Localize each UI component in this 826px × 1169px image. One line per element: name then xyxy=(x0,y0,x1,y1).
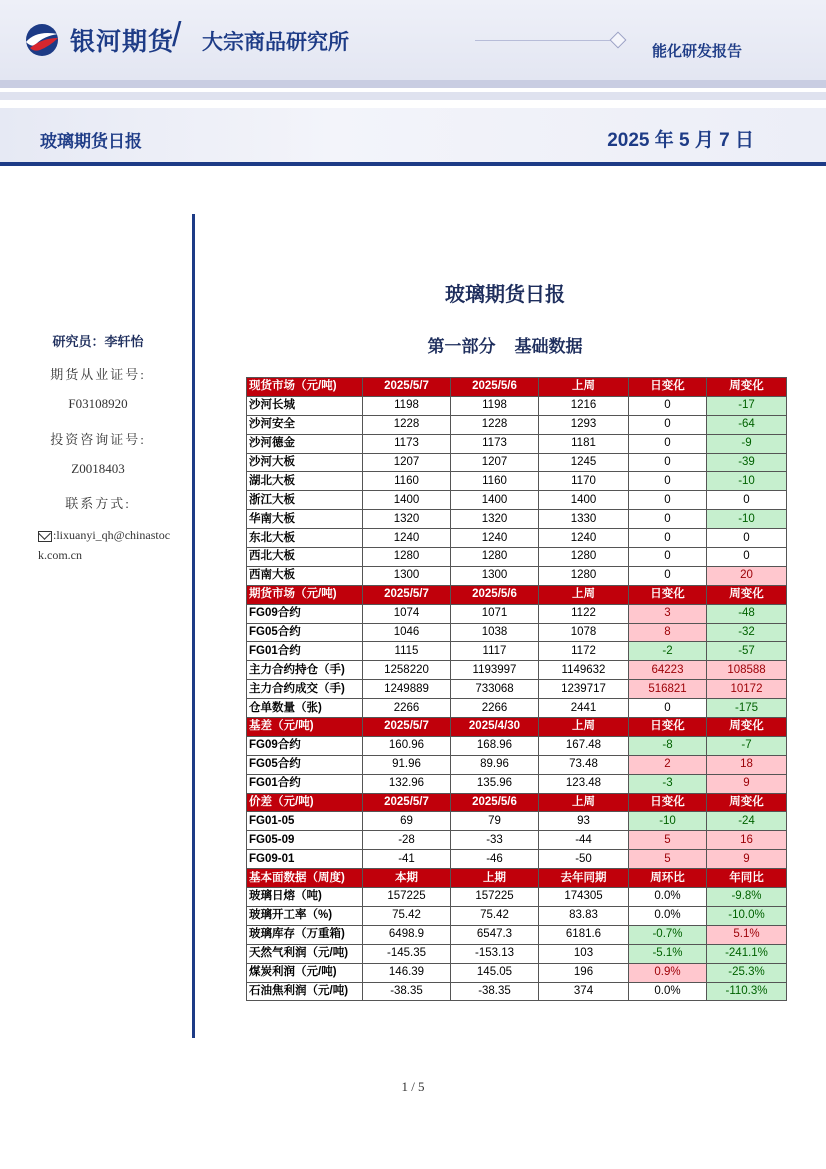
table-row xyxy=(247,982,787,1001)
header-cell: 周变化 xyxy=(707,718,787,737)
value-cell: 9 xyxy=(707,774,787,793)
header-slash: / xyxy=(172,16,182,54)
value-cell: 69 xyxy=(363,812,451,831)
header-stripe xyxy=(0,80,826,88)
value-cell: 1239717 xyxy=(539,680,629,699)
row-label-cell: FG09合约 xyxy=(247,736,363,755)
value-cell: 89.96 xyxy=(451,755,539,774)
value-cell: -0.7% xyxy=(629,925,707,944)
company-name: 银河期货 xyxy=(70,28,175,56)
value-cell: 135.96 xyxy=(451,774,539,793)
value-cell: -10 xyxy=(707,472,787,491)
row-label-cell: FG09合约 xyxy=(247,604,363,623)
row-label-cell: 湖北大板 xyxy=(247,472,363,491)
value-cell: 1115 xyxy=(363,642,451,661)
report-date: 2025 年 5 月 7 日 xyxy=(607,130,754,151)
value-cell: 516821 xyxy=(629,680,707,699)
table-row xyxy=(247,680,787,699)
value-cell: 10172 xyxy=(707,680,787,699)
value-cell: 1228 xyxy=(451,415,539,434)
header-cell: 上周 xyxy=(539,585,629,604)
section-header-row xyxy=(247,793,787,812)
value-cell: 93 xyxy=(539,812,629,831)
row-label-cell: FG01-05 xyxy=(247,812,363,831)
value-cell: -38.35 xyxy=(363,982,451,1001)
value-cell: 73.48 xyxy=(539,755,629,774)
table-row xyxy=(247,774,787,793)
table-row xyxy=(247,888,787,907)
value-cell: -5.1% xyxy=(629,944,707,963)
value-cell: 6498.9 xyxy=(363,925,451,944)
value-cell: 1207 xyxy=(363,453,451,472)
value-cell: 2266 xyxy=(451,699,539,718)
section-header-row xyxy=(247,378,787,397)
value-cell: 196 xyxy=(539,963,629,982)
value-cell: -38.35 xyxy=(451,982,539,1001)
contact-email[interactable] xyxy=(38,525,178,565)
header-cell: 价差（元/吨) xyxy=(247,793,363,812)
header-deco-line xyxy=(475,40,615,41)
value-cell: 1160 xyxy=(451,472,539,491)
value-cell: 8 xyxy=(629,623,707,642)
header-cell: 周变化 xyxy=(707,585,787,604)
table-row xyxy=(247,850,787,869)
value-cell: 1258220 xyxy=(363,661,451,680)
value-cell: 1071 xyxy=(451,604,539,623)
institute-name: 大宗商品研究所 xyxy=(202,31,349,54)
value-cell: 1173 xyxy=(451,434,539,453)
value-cell: 1198 xyxy=(363,396,451,415)
value-cell: -3 xyxy=(629,774,707,793)
consult-label: 投资咨询证号: xyxy=(50,432,146,447)
row-label-cell: 玻璃库存（万重箱) xyxy=(247,925,363,944)
header-cell: 去年同期 xyxy=(539,869,629,888)
header-cell: 现货市场（元/吨) xyxy=(247,378,363,397)
value-cell: 145.05 xyxy=(451,963,539,982)
value-cell: 1400 xyxy=(539,491,629,510)
value-cell: 6547.3 xyxy=(451,925,539,944)
value-cell: 0 xyxy=(629,548,707,567)
value-cell: -2 xyxy=(629,642,707,661)
row-label-cell: 西北大板 xyxy=(247,548,363,567)
value-cell: 1245 xyxy=(539,453,629,472)
value-cell: 0 xyxy=(629,453,707,472)
value-cell: 1249889 xyxy=(363,680,451,699)
value-cell: -9 xyxy=(707,434,787,453)
row-label-cell: 沙河德金 xyxy=(247,434,363,453)
row-label-cell: 玻璃开工率（%) xyxy=(247,906,363,925)
value-cell: 1216 xyxy=(539,396,629,415)
header-cell: 基本面数据（周度) xyxy=(247,869,363,888)
galaxy-logo-icon xyxy=(22,22,62,58)
table-row xyxy=(247,736,787,755)
value-cell: 0 xyxy=(629,529,707,548)
value-cell: -241.1% xyxy=(707,944,787,963)
value-cell: 5 xyxy=(629,850,707,869)
table-row xyxy=(247,699,787,718)
value-cell: 1228 xyxy=(363,415,451,434)
value-cell: -48 xyxy=(707,604,787,623)
value-cell: -175 xyxy=(707,699,787,718)
value-cell: 0 xyxy=(707,548,787,567)
value-cell: 374 xyxy=(539,982,629,1001)
value-cell: 83.83 xyxy=(539,906,629,925)
value-cell: -9.8% xyxy=(707,888,787,907)
table-row xyxy=(247,415,787,434)
value-cell: 0.0% xyxy=(629,888,707,907)
value-cell: -153.13 xyxy=(451,944,539,963)
value-cell: 1170 xyxy=(539,472,629,491)
value-cell: 167.48 xyxy=(539,736,629,755)
value-cell: 1280 xyxy=(363,548,451,567)
value-cell: 0 xyxy=(629,434,707,453)
value-cell: -41 xyxy=(363,850,451,869)
value-cell: 1078 xyxy=(539,623,629,642)
table-row xyxy=(247,925,787,944)
header-cell: 日变化 xyxy=(629,718,707,737)
value-cell: 1240 xyxy=(451,529,539,548)
value-cell: 1300 xyxy=(451,566,539,585)
report-type: 能化研发报告 xyxy=(652,43,743,60)
value-cell: 1207 xyxy=(451,453,539,472)
value-cell: -10 xyxy=(629,812,707,831)
table-row xyxy=(247,623,787,642)
row-label-cell: 石油焦利润（元/吨) xyxy=(247,982,363,1001)
row-label-cell: 主力合约持仓（手) xyxy=(247,661,363,680)
value-cell: 0.0% xyxy=(629,982,707,1001)
report-title: 玻璃期货日报 xyxy=(445,284,565,306)
header-cell: 周变化 xyxy=(707,793,787,812)
value-cell: -50 xyxy=(539,850,629,869)
header-cell: 2025/5/7 xyxy=(363,718,451,737)
value-cell: 1300 xyxy=(363,566,451,585)
value-cell: 6181.6 xyxy=(539,925,629,944)
table-row xyxy=(247,906,787,925)
row-label-cell: 西南大板 xyxy=(247,566,363,585)
table-row xyxy=(247,812,787,831)
value-cell: -10 xyxy=(707,510,787,529)
value-cell: 1074 xyxy=(363,604,451,623)
table-row xyxy=(247,831,787,850)
section-header-row xyxy=(247,585,787,604)
header-cell: 2025/5/7 xyxy=(363,793,451,812)
analyst-name: 研究员：李轩怡 xyxy=(52,334,144,349)
section-title: 第一部分 基础数据 xyxy=(427,337,583,356)
value-cell: 16 xyxy=(707,831,787,850)
value-cell: 1330 xyxy=(539,510,629,529)
header-cell: 2025/5/7 xyxy=(363,585,451,604)
value-cell: 1293 xyxy=(539,415,629,434)
row-label-cell: 沙河安全 xyxy=(247,415,363,434)
value-cell: 1181 xyxy=(539,434,629,453)
value-cell: -33 xyxy=(451,831,539,850)
value-cell: 1122 xyxy=(539,604,629,623)
header-cell: 上周 xyxy=(539,718,629,737)
value-cell: 0 xyxy=(629,415,707,434)
value-cell: 18 xyxy=(707,755,787,774)
table-row xyxy=(247,491,787,510)
value-cell: 0.0% xyxy=(629,906,707,925)
value-cell: 168.96 xyxy=(451,736,539,755)
value-cell: 75.42 xyxy=(451,906,539,925)
license-label: 期货从业证号: xyxy=(50,367,146,382)
value-cell: -44 xyxy=(539,831,629,850)
value-cell: 733068 xyxy=(451,680,539,699)
value-cell: 1046 xyxy=(363,623,451,642)
value-cell: 157225 xyxy=(451,888,539,907)
table-row xyxy=(247,642,787,661)
row-label-cell: 浙江大板 xyxy=(247,491,363,510)
row-label-cell: FG09-01 xyxy=(247,850,363,869)
value-cell: 0.9% xyxy=(629,963,707,982)
row-label-cell: 玻璃日熔（吨) xyxy=(247,888,363,907)
value-cell: 1280 xyxy=(539,566,629,585)
value-cell: 64223 xyxy=(629,661,707,680)
value-cell: 174305 xyxy=(539,888,629,907)
value-cell: 1240 xyxy=(363,529,451,548)
header-cell: 期货市场（元/吨) xyxy=(247,585,363,604)
value-cell: 1038 xyxy=(451,623,539,642)
value-cell: 1320 xyxy=(363,510,451,529)
envelope-icon xyxy=(38,531,52,542)
value-cell: 0 xyxy=(707,529,787,548)
row-label-cell: 东北大板 xyxy=(247,529,363,548)
value-cell: 108588 xyxy=(707,661,787,680)
value-cell: 5 xyxy=(629,831,707,850)
table-row xyxy=(247,510,787,529)
header-cell: 2025/5/6 xyxy=(451,793,539,812)
value-cell: -57 xyxy=(707,642,787,661)
contact-label: 联系方式: xyxy=(65,496,131,511)
value-cell: -25.3% xyxy=(707,963,787,982)
header-cell: 上周 xyxy=(539,793,629,812)
row-label-cell: 煤炭利润（元/吨) xyxy=(247,963,363,982)
value-cell: -110.3% xyxy=(707,982,787,1001)
data-table xyxy=(246,377,787,1001)
band-title: 玻璃期货日报 xyxy=(40,132,142,151)
value-cell: 1320 xyxy=(451,510,539,529)
table-row xyxy=(247,661,787,680)
consult-number: Z0018403 xyxy=(71,461,125,476)
value-cell: 1400 xyxy=(451,491,539,510)
license-number: F03108920 xyxy=(68,396,128,411)
value-cell: 3 xyxy=(629,604,707,623)
value-cell: -145.35 xyxy=(363,944,451,963)
page-number: 1 / 5 xyxy=(401,1079,425,1094)
header-cell: 周环比 xyxy=(629,869,707,888)
value-cell: 1149632 xyxy=(539,661,629,680)
value-cell: 103 xyxy=(539,944,629,963)
row-label-cell: FG01合约 xyxy=(247,774,363,793)
header-cell: 2025/4/30 xyxy=(451,718,539,737)
header-cell: 上周 xyxy=(539,378,629,397)
value-cell: 0 xyxy=(629,699,707,718)
header-cell: 日变化 xyxy=(629,378,707,397)
table-row xyxy=(247,453,787,472)
header-cell: 日变化 xyxy=(629,585,707,604)
value-cell: 0 xyxy=(629,566,707,585)
table-row xyxy=(247,529,787,548)
value-cell: 1280 xyxy=(539,548,629,567)
value-cell: -8 xyxy=(629,736,707,755)
value-cell: -7 xyxy=(707,736,787,755)
value-cell: 1280 xyxy=(451,548,539,567)
table-row xyxy=(247,755,787,774)
row-label-cell: FG05合约 xyxy=(247,755,363,774)
header-cell: 上期 xyxy=(451,869,539,888)
value-cell: 91.96 xyxy=(363,755,451,774)
header-cell: 周变化 xyxy=(707,378,787,397)
value-cell: 2441 xyxy=(539,699,629,718)
value-cell: 1117 xyxy=(451,642,539,661)
table-row xyxy=(247,548,787,567)
value-cell: 1400 xyxy=(363,491,451,510)
section-header-row xyxy=(247,718,787,737)
header-cell: 2025/5/6 xyxy=(451,378,539,397)
value-cell: 2266 xyxy=(363,699,451,718)
value-cell: 20 xyxy=(707,566,787,585)
row-label-cell: FG05-09 xyxy=(247,831,363,850)
value-cell: 1173 xyxy=(363,434,451,453)
table-row xyxy=(247,566,787,585)
table-row xyxy=(247,434,787,453)
row-label-cell: 天然气利润（元/吨) xyxy=(247,944,363,963)
value-cell: 1160 xyxy=(363,472,451,491)
value-cell: 1240 xyxy=(539,529,629,548)
value-cell: 9 xyxy=(707,850,787,869)
header-cell: 本期 xyxy=(363,869,451,888)
header-cell: 2025/5/6 xyxy=(451,585,539,604)
table-row xyxy=(247,472,787,491)
value-cell: 0 xyxy=(707,491,787,510)
row-label-cell: FG05合约 xyxy=(247,623,363,642)
value-cell: -46 xyxy=(451,850,539,869)
value-cell: 160.96 xyxy=(363,736,451,755)
value-cell: -39 xyxy=(707,453,787,472)
header-stripe-light xyxy=(0,92,826,100)
value-cell: 132.96 xyxy=(363,774,451,793)
value-cell: 1193997 xyxy=(451,661,539,680)
value-cell: 146.39 xyxy=(363,963,451,982)
header-cell: 年同比 xyxy=(707,869,787,888)
header-cell: 日变化 xyxy=(629,793,707,812)
value-cell: 0 xyxy=(629,396,707,415)
row-label-cell: FG01合约 xyxy=(247,642,363,661)
row-label-cell: 沙河大板 xyxy=(247,453,363,472)
value-cell: 123.48 xyxy=(539,774,629,793)
value-cell: -17 xyxy=(707,396,787,415)
value-cell: 75.42 xyxy=(363,906,451,925)
value-cell: 2 xyxy=(629,755,707,774)
value-cell: 0 xyxy=(629,491,707,510)
row-label-cell: 华南大板 xyxy=(247,510,363,529)
value-cell: -10.0% xyxy=(707,906,787,925)
value-cell: 0 xyxy=(629,510,707,529)
title-band-rule xyxy=(0,162,826,166)
table-row xyxy=(247,604,787,623)
sidebar-divider xyxy=(192,214,195,1038)
value-cell: -28 xyxy=(363,831,451,850)
value-cell: -24 xyxy=(707,812,787,831)
header-cell: 基差（元/吨) xyxy=(247,718,363,737)
row-label-cell: 沙河长城 xyxy=(247,396,363,415)
row-label-cell: 主力合约成交（手) xyxy=(247,680,363,699)
table-row xyxy=(247,396,787,415)
value-cell: 1172 xyxy=(539,642,629,661)
header-cell: 2025/5/7 xyxy=(363,378,451,397)
value-cell: 79 xyxy=(451,812,539,831)
email-text: :lixuanyi_qh@chinastock.com.cn xyxy=(38,528,171,562)
table-row xyxy=(247,963,787,982)
value-cell: 5.1% xyxy=(707,925,787,944)
table-row xyxy=(247,944,787,963)
row-label-cell: 仓单数量（张) xyxy=(247,699,363,718)
value-cell: 0 xyxy=(629,472,707,491)
value-cell: 157225 xyxy=(363,888,451,907)
value-cell: 1198 xyxy=(451,396,539,415)
value-cell: -32 xyxy=(707,623,787,642)
section-header-row xyxy=(247,869,787,888)
value-cell: -64 xyxy=(707,415,787,434)
